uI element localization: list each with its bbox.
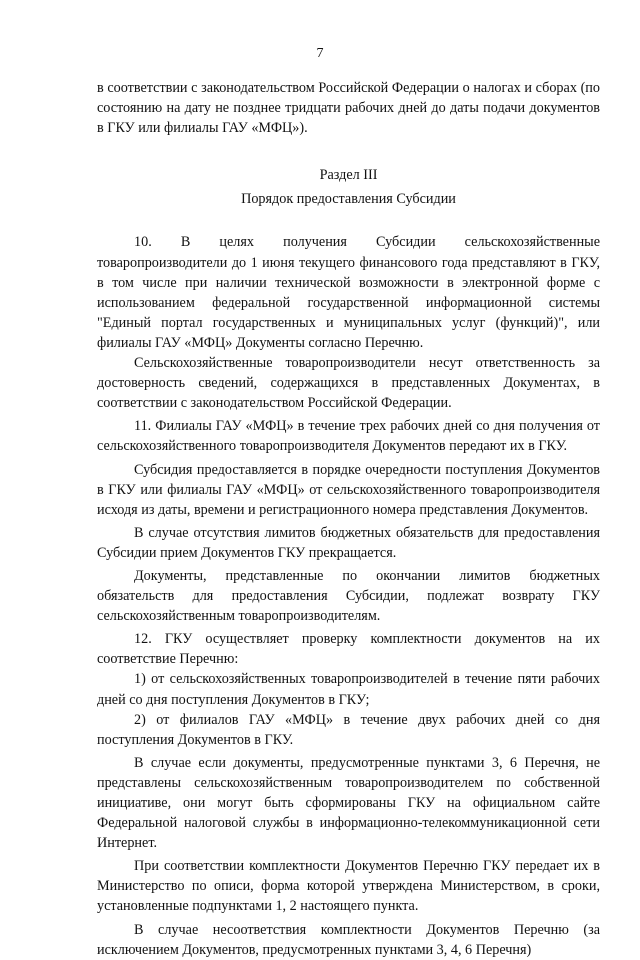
paragraph: Субсидия предоставляется в порядке очередности поступления Документов в ГКУ или филиалы ГАУ «МФЦ» от сельскохозяйственного товаропроизводителя исходя из даты, времени и регистрационного номера представления Документов. <box>97 461 600 518</box>
paragraph-item-12: 12. ГКУ осуществляет проверку комплектности документов на их соответствие Перечню: <box>97 631 600 668</box>
paragraph: В случае несоответствия комплектности Документов Перечню (за исключением Документов, предусмотренных пунктами 3, 4, 6 Перечня) <box>97 921 600 958</box>
list-item-1: 1) от сельскохозяйственных товаропроизводителей в течение пяти рабочих дней со дня поступления Документов в ГКУ; <box>97 671 600 708</box>
paragraph: Документы, представленные по окончании лимитов бюджетных обязательств для предоставления Субсидии, подлежат возврату ГКУ сельскохозяйственным товаропроизводителям. <box>97 567 600 625</box>
document-body <box>97 78 600 960</box>
section-subtitle: Порядок предоставления Субсидии <box>241 191 456 208</box>
paragraph: Сельскохозяйственные товаропроизводители несут ответственность за достоверность сведений, содержащихся в представленных Документах, в соответствии с законодательством Российской Федерации. <box>97 355 600 412</box>
paragraph-item-11: 11. Филиалы ГАУ «МФЦ» в течение трех рабочих дней со дня получения от сельскохозяйственного товаропроизводителя Документов передают их в ГКУ. <box>97 418 600 455</box>
paragraph-item-10: 10. В целях получения Субсидии сельскохозяйственные товаропроизводители до 1 июня текущего финансового года представляют в ГКУ, в том числе при наличии технической возможности в электронной форме с использованием федеральной государственной информационной системы "Единый портал государственных и муниципальных услуг (функций)", или филиалы ГАУ «МФЦ» Документы согласно Перечню. <box>97 234 600 351</box>
list-item-2: 2) от филиалов ГАУ «МФЦ» в течение двух рабочих дней со дня поступления Документов в ГКУ. <box>97 711 600 748</box>
paragraph: При соответствии комплектности Документов Перечню ГКУ передает их в Министерство по описи, форма которой утверждена Министерством, в сроки, установленные подпунктами 1, 2 настоящего пункта. <box>97 858 600 915</box>
page-number: 7 <box>316 46 324 61</box>
section-title: Раздел III <box>319 167 378 184</box>
paragraph-continuation: в соответствии с законодательством Российской Федерации о налогах и сборах (по состоянию на дату не позднее тридцати рабочих дней до даты подачи документов в ГКУ или филиалы ГАУ «МФЦ»). <box>97 80 600 137</box>
paragraph: В случае отсутствия лимитов бюджетных обязательств для предоставления Субсидии прием Документов ГКУ прекращается. <box>97 524 600 561</box>
paragraph: В случае если документы, предусмотренные пунктами 3, 6 Перечня, не представлены сельскохозяйственным товаропроизводителем по собственной инициативе, они могут быть сформированы ГКУ на официальном сайте Федеральной налоговой службы в информационно-телекоммуникационной сети Интернет. <box>97 754 600 852</box>
